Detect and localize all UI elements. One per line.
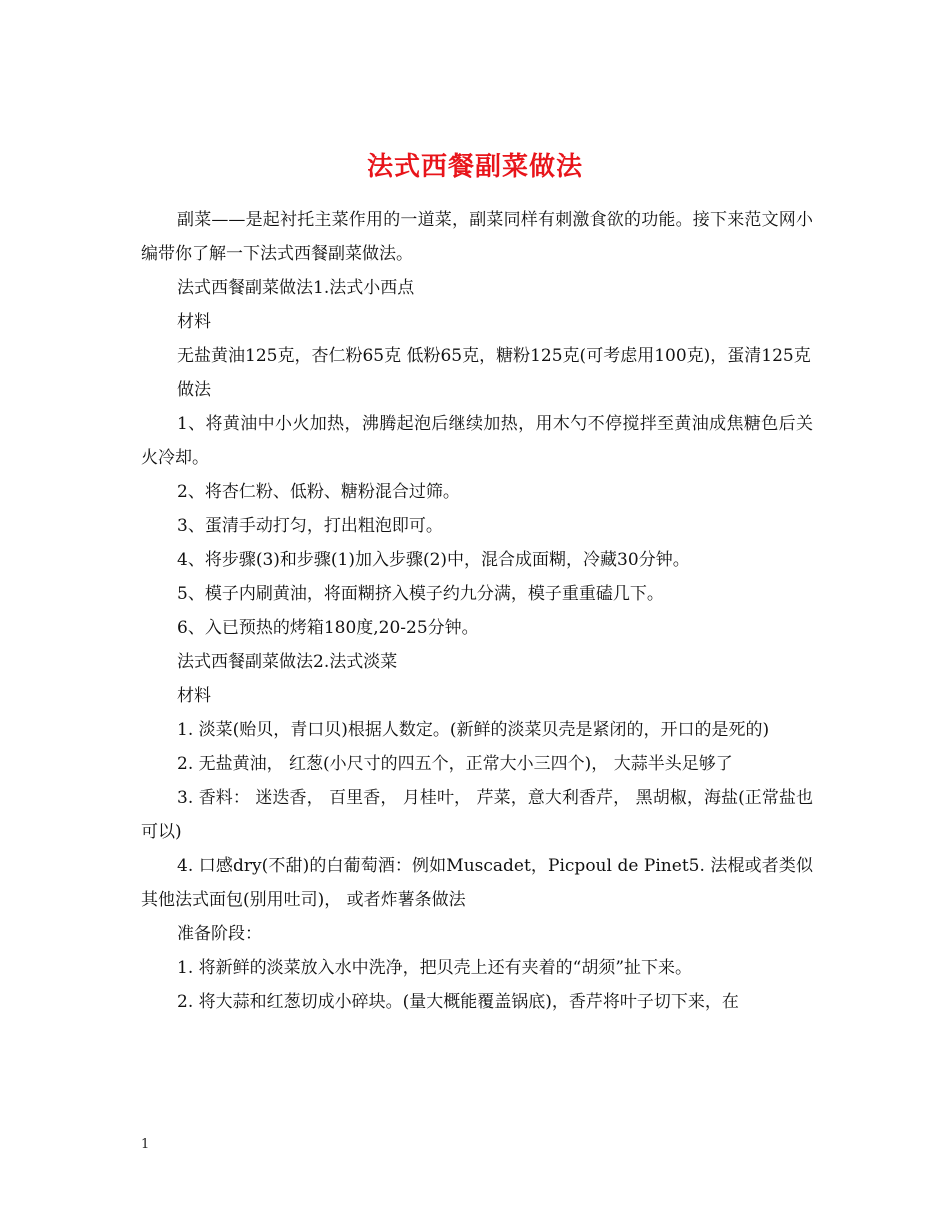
material-item-2: 2. 无盐黄油， 红葱(小尺寸的四五个，正常大小三四个)， 大蒜半头足够了 bbox=[177, 754, 733, 774]
prep-step-2: 2. 将大蒜和红葱切成小碎块。(量大概能覆盖锅底)，香芹将叶子切下来，在 bbox=[177, 992, 739, 1012]
step-5: 5、模子内刷黄油，将面糊挤入模子约九分满，模子重重磕几下。 bbox=[177, 584, 664, 604]
step-4: 4、将步骤(3)和步骤(1)加入步骤(2)中，混合成面糊，冷藏30分钟。 bbox=[177, 550, 690, 570]
method-label: 做法 bbox=[177, 380, 211, 400]
prep-step-1: 1. 将新鲜的淡菜放入水中洗净，把贝壳上还有夹着的“胡须”扯下来。 bbox=[177, 958, 693, 978]
step-2: 2、将杏仁粉、低粉、糖粉混合过筛。 bbox=[177, 482, 460, 502]
materials-label-1: 材料 bbox=[177, 312, 211, 332]
body-text bbox=[141, 203, 813, 1019]
step-6: 6、入已预热的烤箱180度,20-25分钟。 bbox=[177, 618, 479, 638]
material-item-1: 1. 淡菜(贻贝，青口贝)根据人数定。(新鲜的淡菜贝壳是紧闭的，开口的是死的) bbox=[177, 720, 770, 740]
materials-label-2: 材料 bbox=[177, 686, 211, 706]
section-heading-2: 法式西餐副菜做法2.法式淡菜 bbox=[177, 652, 398, 672]
intro-paragraph: 副菜——是起衬托主菜作用的一道菜，副菜同样有刺激食欲的功能。接下来范文网小编带你了解一下法式西餐副菜做法。 bbox=[141, 210, 813, 264]
material-item-4: 4. 口感dry(不甜)的白葡萄酒：例如Muscadet，Picpoul de Pinet5. 法棍或者类似其他法式面包(别用吐司)， 或者炸薯条做法 bbox=[141, 856, 813, 910]
step-3: 3、蛋清手动打匀，打出粗泡即可。 bbox=[177, 516, 443, 536]
page-title: 法式西餐副菜做法 bbox=[366, 152, 583, 183]
material-item-3: 3. 香料： 迷迭香， 百里香， 月桂叶， 芹菜，意大利香芹， 黑胡椒，海盐(正常盐也可以) bbox=[141, 788, 813, 842]
section-heading-1: 法式西餐副菜做法1.法式小西点 bbox=[177, 278, 415, 298]
materials-list-1: 无盐黄油125克，杏仁粉65克 低粉65克，糖粉125克(可考虑用100克)，蛋清125克 bbox=[177, 346, 811, 366]
page-number: 1 bbox=[141, 1137, 150, 1152]
step-1: 1、将黄油中小火加热，沸腾起泡后继续加热，用木勺不停搅拌至黄油成焦糖色后关火冷却。 bbox=[141, 414, 813, 468]
preparation-label: 准备阶段： bbox=[177, 924, 262, 944]
